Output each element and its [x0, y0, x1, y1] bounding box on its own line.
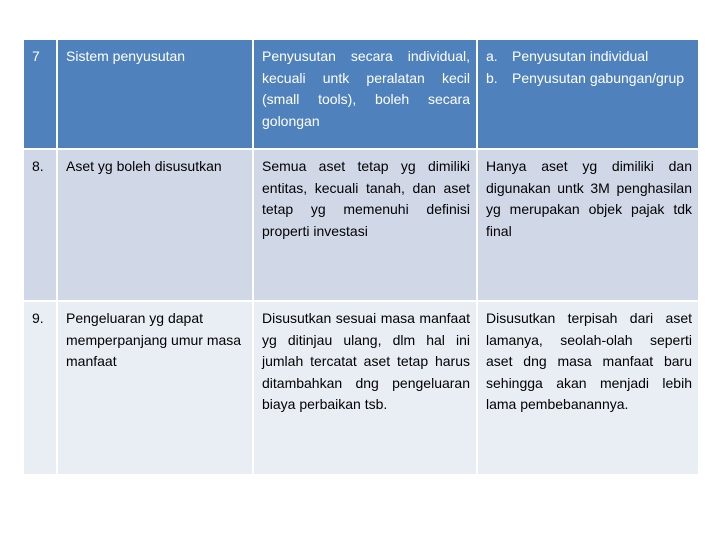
- row-item: Aset yg boleh disusutkan: [57, 149, 253, 301]
- table-row: [23, 39, 699, 149]
- list-marker: b.: [486, 69, 498, 86]
- row-number: 9.: [23, 301, 57, 475]
- row-fiscal-text: Semua aset tetap yg dimiliki entitas, kecuali tanah, dan aset tetap yg memenuhi definisi properti investasi: [253, 149, 477, 301]
- table-row: [23, 301, 699, 475]
- table-row: [23, 149, 699, 301]
- list-item: [486, 46, 692, 68]
- row-commercial-cell: [477, 39, 699, 149]
- row-item: Sistem penyusutan: [57, 39, 253, 149]
- row-fiscal-text: Penyusutan secara individual, kecuali untk peralatan kecil (small tools), boleh secara golongan: [253, 39, 477, 149]
- list-text: Penyusutan individual: [512, 48, 649, 64]
- row-number: 8.: [23, 149, 57, 301]
- row-commercial-text: Disusutkan terpisah dari aset lamanya, seolah-olah seperti aset dng masa manfaat baru sehingga akan menjadi lebih lama pembebanannya.: [477, 301, 699, 475]
- commercial-list: [486, 46, 692, 89]
- row-number: 7: [23, 39, 57, 149]
- list-text: Penyusutan gabungan/grup: [512, 69, 685, 86]
- row-commercial-text: Hanya aset yg dimiliki dan digunakan untk 3M penghasilan yg merupakan objek pajak tdk final: [477, 149, 699, 301]
- row-item: Pengeluaran yg dapat memperpanjang umur masa manfaat: [57, 301, 253, 475]
- row-fiscal-text: Disusutkan sesuai masa manfaat yg ditinjau ulang, dlm hal ini jumlah tercatat aset tetap harus ditambahkan dng pengeluaran biaya perbaikan tsb.: [253, 301, 477, 475]
- list-item: [486, 68, 692, 90]
- list-marker: a.: [486, 48, 498, 64]
- comparison-table: [22, 38, 700, 476]
